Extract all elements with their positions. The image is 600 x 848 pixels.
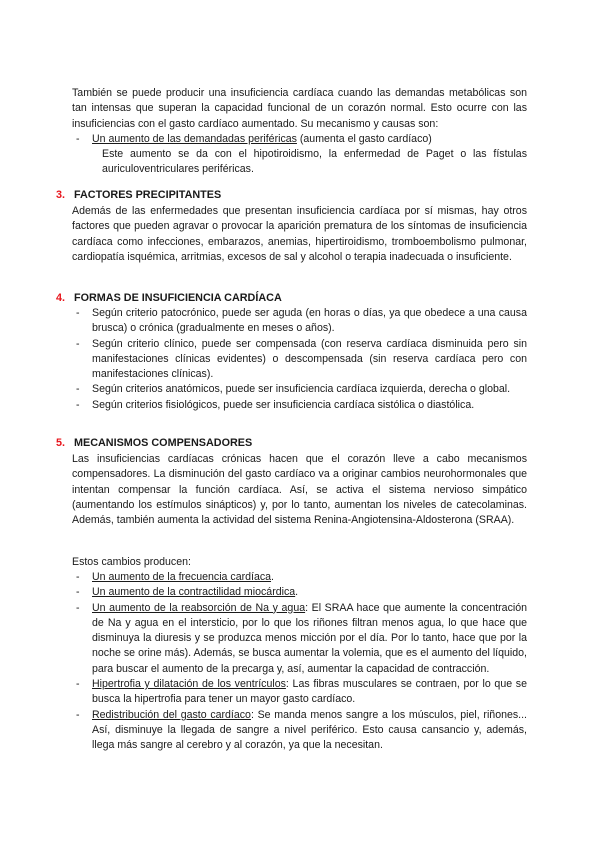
underlined-term: Un aumento de la contractilidad miocárdica	[92, 586, 296, 599]
list-item	[72, 601, 527, 677]
item-text: : Las fibras musculares se contraen, por lo que se busca la hipertrofia para tener un mayor gasto cardíaco.	[92, 678, 527, 706]
underlined-term: Un aumento de la reabsorción de Na y agua	[92, 601, 306, 614]
section-number: 3.	[56, 189, 66, 201]
underlined-term: Redistribución del gasto cardíaco	[92, 708, 251, 721]
intro-list	[72, 132, 527, 147]
underlined-term: Un aumento de la frecuencia cardíaca	[92, 571, 272, 583]
section-title: FACTORES PRECIPITANTES	[74, 189, 222, 201]
underlined-term: Hipertrofia y dilatación de los ventrículos	[92, 678, 286, 691]
section-title: MECANISMOS COMPENSADORES	[74, 437, 253, 449]
item-text: : Se manda menos sangre a los músculos, piel, riñones... Así, disminuye la llegada de sangre a nivel periférico. Esto causa cansancio y, además, llega más sangre al cerebro y al corazón, ya que la necesitan.	[92, 708, 527, 752]
list-item	[72, 585, 527, 600]
intro-paragraph: También se puede producir una insuficiencia cardíaca cuando las demandas metabólicas son tan intensas que superan la capacidad funcional de un corazón normal. Esto ocurre con las insuficiencias con el gasto cardíaco aumentado. Su mecanismo y causas son:	[72, 87, 527, 130]
list-item: - Según criterio clínico, puede ser compensada (con reserva cardíaca disminuida pero sin manifestaciones clínicas evidentes) o descompensada (sin reserva cardíaca pero con manifestaciones clínicas).	[72, 337, 527, 383]
list-item	[72, 677, 527, 708]
section4-list	[72, 306, 527, 413]
list-item: - Según criterios fisiológicos, puede ser insuficiencia cardíaca sistólica o diastólica.	[72, 398, 527, 413]
list-item	[72, 570, 527, 585]
section-paragraph: Las insuficiencias cardíacas crónicas hacen que el corazón lleve a cabo mecanismos compensadores. La disminución del gasto cardíaco va a originar cambios neurohormonales que intentan compensar la función cardíaca. Así, se activa el sistema nervioso simpático (aumentando los estímulos sinápticos) y, por lo tanto, aumentan los niveles de catecolaminas. Además, también aumenta la actividad del sistema Renina-Angiotensina-Aldosterona (SRAA).	[72, 453, 527, 527]
section-number: 5.	[56, 437, 66, 449]
section-title: FORMAS DE INSUFICIENCIA CARDÍACA	[74, 292, 282, 304]
item-text: : El SRAA hace que aumente la concentración de Na y agua en el intersticio, por lo que los riñones filtran menos agua, lo que hace que disminuya la diuresis y se produzca menos micción por el día. Por lo tanto, hace que por la noche se orine más). Además, se busca aumentar la volemia, que es el aumento del líquido, para buscar el aumento de la precarga y, así, aumentar la capacidad de contracción.	[92, 601, 528, 675]
item-text: .	[295, 586, 299, 599]
item-text: .	[271, 571, 274, 583]
section-heading	[56, 291, 282, 306]
list-item	[72, 708, 527, 754]
list-item: - Según criterios anatómicos, puede ser insuficiencia cardíaca izquierda, derecha o global.	[72, 382, 527, 397]
section-lead: Estos cambios producen:	[72, 556, 191, 568]
section-heading	[56, 188, 221, 203]
section-paragraph: Además de las enfermedades que presentan insuficiencia cardíaca por sí mismas, hay otros factores que pueden agravar o provocar la aparición prematura de los síntomas de insuficiencia cardíaca como infecciones, embarazos, anemias, hipertiroidismo, tromboembolismo pulmonar, cardiopatía isquémica, arritmias, excesos de sal y alcohol o terapia inadecuada o insuficiente.	[72, 205, 527, 263]
item-text: (aumenta el gasto cardíaco)	[296, 133, 432, 145]
list-item: - Según criterio patocrónico, puede ser aguda (en horas o días, ya que obedece a una causa brusca) o crónica (gradualmente en meses o años).	[72, 306, 527, 337]
list-item	[72, 132, 527, 147]
section-number: 4.	[56, 292, 66, 304]
intro-item-detail: Este aumento se da con el hipotiroidismo, la enfermedad de Paget o las fístulas auriculoventriculares periféricas.	[102, 148, 527, 176]
section-heading	[56, 436, 252, 451]
underlined-term: Un aumento de las demandadas periféricas	[92, 133, 297, 145]
section5-list	[72, 570, 527, 754]
